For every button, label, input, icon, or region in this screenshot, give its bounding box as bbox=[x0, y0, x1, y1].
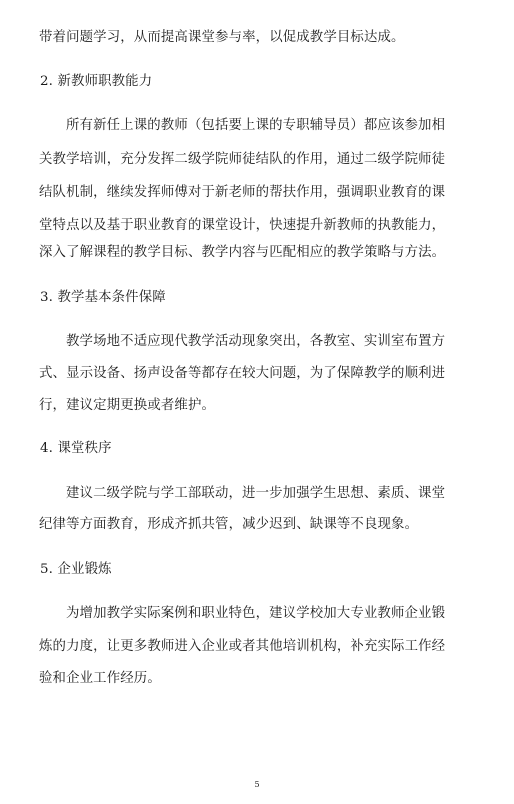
paragraph-line: 堂特点以及基于职业教育的课堂设计，快速提升新教师的执教能力， bbox=[39, 218, 446, 233]
paragraph-line: 关教学培训，充分发挥二级学院师徒结队的作用，通过二级学院师徒 bbox=[39, 152, 446, 167]
paragraph-line: 结队机制，继续发挥师傅对于新老师的帮扶作用，强调职业教育的课 bbox=[39, 185, 446, 200]
paragraph-line: 纪律等方面教育，形成齐抓共管，减少迟到、缺课等不良现象。 bbox=[39, 517, 419, 532]
paragraph-line: 深入了解课程的教学目标、教学内容与匹配相应的教学策略与方法。 bbox=[39, 245, 446, 260]
page-number: 5 bbox=[254, 780, 260, 789]
paragraph-line: 为增加教学实际案例和职业特色，建议学校加大专业教师企业锻 bbox=[66, 606, 446, 621]
paragraph-line: 式、显示设备、扬声设备等都存在较大问题，为了保障教学的顺利进 bbox=[39, 366, 446, 381]
paragraph-line: 教学场地不适应现代教学活动现象突出，各教室、实训室布置方 bbox=[66, 334, 446, 349]
section-heading-new-teacher-ability: 2. 新教师职教能力 bbox=[40, 74, 153, 89]
paragraph-line: 验和企业工作经历。 bbox=[39, 671, 161, 686]
section-heading-enterprise-training: 5. 企业锻炼 bbox=[40, 562, 112, 577]
paragraph-line: 行，建议定期更换或者维护。 bbox=[39, 398, 216, 413]
section-heading-classroom-order: 4. 课堂秩序 bbox=[40, 441, 112, 456]
paragraph-line: 炼的力度，让更多教师进入企业或者其他培训机构，补充实际工作经 bbox=[39, 639, 446, 654]
section-heading-teaching-conditions: 3. 教学基本条件保障 bbox=[40, 290, 166, 305]
paragraph-line: 建议二级学院与学工部联动，进一步加强学生思想、素质、课堂 bbox=[66, 486, 446, 501]
paragraph-line: 所有新任上课的教师（包括要上课的专职辅导员）都应该参加相 bbox=[66, 118, 446, 133]
paragraph-continuation-line: 带着问题学习，从而提高课堂参与率，以促成教学目标达成。 bbox=[39, 30, 405, 45]
